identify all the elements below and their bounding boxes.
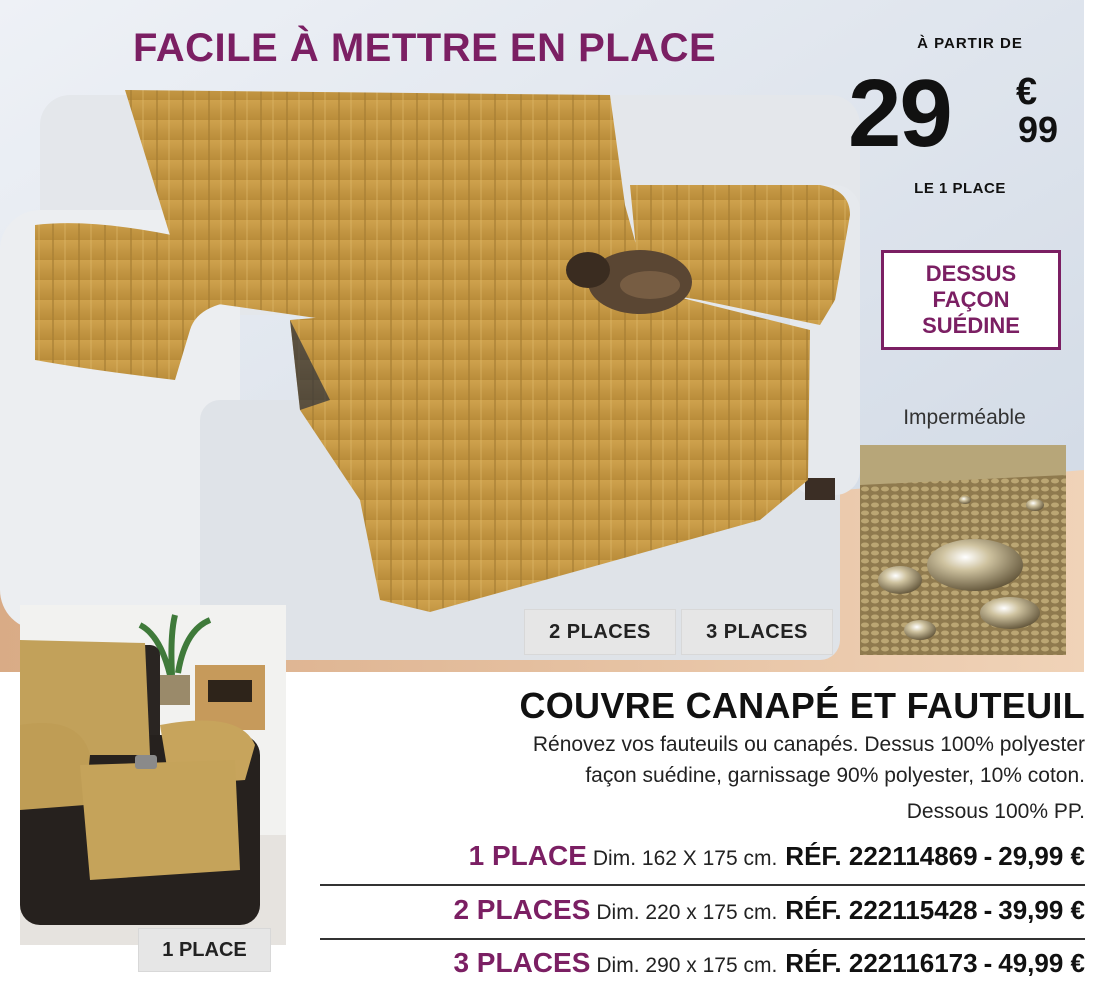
variant-dimensions: Dim. 290 x 175 cm.	[596, 954, 778, 977]
price-currency: €	[1016, 71, 1038, 113]
product-title: COUVRE CANAPÉ ET FAUTEUIL	[519, 685, 1085, 726]
price-cents: 99	[1018, 109, 1059, 150]
variant-row-1-place	[300, 840, 1085, 884]
feature-badge-line: SUÉDINE	[922, 313, 1020, 338]
feature-badge-line: DESSUS	[925, 261, 1017, 286]
price-integer: 29	[848, 60, 951, 167]
variant-dimensions: Dim. 220 x 175 cm.	[596, 901, 778, 924]
variant-reference: RÉF. 222115428	[785, 895, 978, 925]
feature-badge-line: FAÇON	[932, 287, 1010, 312]
price-unit-label: LE 1 PLACE	[914, 180, 1006, 197]
variant-price: 49,99 €	[998, 948, 1085, 978]
variant-reference: RÉF. 222116173	[785, 948, 978, 978]
suede-feature-badge	[881, 250, 1061, 350]
headline: FACILE À METTRE EN PLACE	[133, 26, 717, 70]
variant-separator: -	[983, 841, 993, 871]
product-description-line: Rénovez vos fauteuils ou canapés. Dessus 100% polyester	[532, 733, 1085, 756]
variant-row-2-places	[300, 894, 1085, 938]
armchair-size-tag: 1 PLACE	[138, 928, 271, 972]
product-description-line: façon suédine, garnissage 90% polyester, 10% coton.	[585, 764, 1085, 787]
variant-price: 29,99 €	[998, 841, 1085, 871]
size-tag-3-places: 3 PLACES	[681, 609, 833, 655]
variant-name: 1 PLACE	[468, 840, 587, 871]
armchair-photo	[20, 605, 286, 945]
divider	[320, 884, 1085, 886]
price-from-label: À PARTIR DE	[917, 35, 1023, 52]
waterproof-droplets-photo	[860, 445, 1066, 655]
variant-separator: -	[983, 895, 993, 925]
variant-reference: RÉF. 222114869	[785, 841, 978, 871]
variant-row-3-places	[300, 947, 1085, 991]
variant-dimensions: Dim. 162 X 175 cm.	[592, 847, 778, 870]
variant-name: 2 PLACES	[453, 894, 591, 925]
divider	[320, 938, 1085, 940]
product-description-line: Dessous 100% PP.	[906, 800, 1085, 823]
waterproof-label: Imperméable	[903, 406, 1026, 429]
variant-separator: -	[983, 948, 993, 978]
size-tag-2-places: 2 PLACES	[524, 609, 676, 655]
variant-price: 39,99 €	[998, 895, 1085, 925]
variant-name: 3 PLACES	[453, 947, 591, 978]
